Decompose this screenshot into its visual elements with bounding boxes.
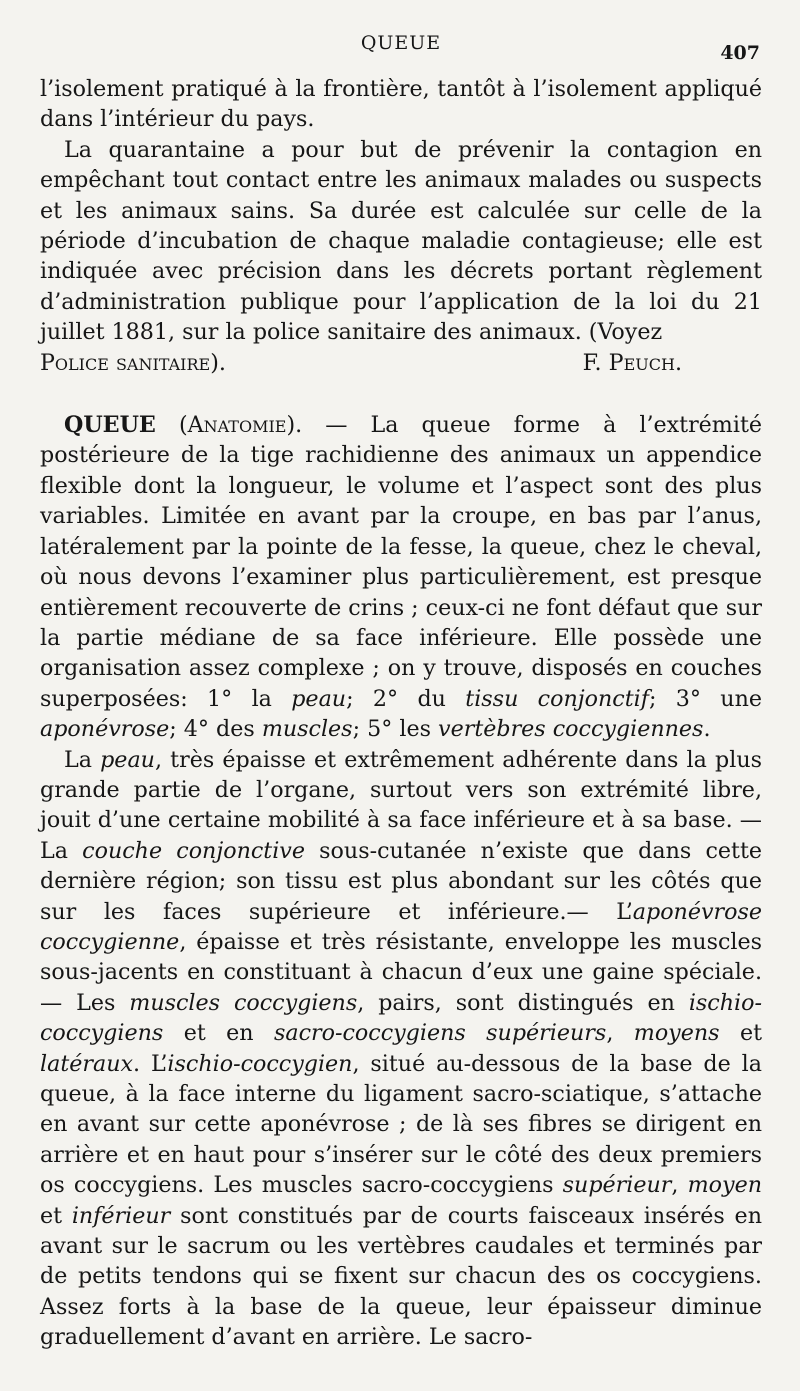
layer-term: aponévrose: [40, 716, 170, 743]
cross-reference-term: Police sanitaire: [40, 349, 211, 376]
layer-term: peau: [291, 685, 347, 712]
paragraph-continuation: l’isolement pratiqué à la frontière, tantôt à l’isolement appliqué dans l’intérieur du pays.: [40, 76, 762, 133]
italic-term: muscles coccygiens: [129, 989, 358, 1016]
italic-term: moyen: [687, 1172, 762, 1199]
text-segment: sous-cutanée n’existe que dans cette dernière région; son tissu est plus abondant sur les côtés que sur les faces supérieure et inférieure.— L’: [40, 837, 762, 925]
layer-number: 2° du: [372, 685, 466, 712]
layer-term: vertèbres coccygiennes: [438, 716, 704, 743]
article-separator: [40, 378, 762, 410]
italic-term: ischio-coccygien: [167, 1050, 353, 1077]
layer-number: 5° les: [367, 716, 439, 743]
layer-separator: ;: [352, 716, 368, 743]
cross-reference: [40, 348, 226, 378]
text-segment: . L’: [133, 1050, 168, 1077]
cross-reference-close: ).: [210, 349, 226, 376]
text-segment: et en: [163, 1020, 274, 1047]
text-segment: ,: [671, 1172, 688, 1199]
page-body: [40, 74, 762, 1353]
text-segment: sont constitués par de courts faisceaux insérés en avant sur le sacrum ou les vertèbres caudales et terminés par de petits tendons qui se fixent sur chacun des os coccygiens. Assez forts à la base de la queue, leur épaisseur diminue graduellement d’avant en arrière. Le sacro-: [40, 1202, 762, 1351]
text-segment: ,: [606, 1020, 634, 1047]
text-segment: et: [719, 1020, 762, 1047]
italic-term: couche conjonctive: [82, 837, 305, 864]
signature-line: [40, 348, 762, 378]
italic-term: moyens: [633, 1020, 720, 1047]
layer-number: 1° la: [207, 685, 292, 712]
article-title: QUEUE: [64, 412, 156, 439]
layer-separator: ;: [648, 685, 676, 712]
quarantine-text: La quarantaine a pour but de prévenir la contagion en empêchant tout contact entre les animaux malades ou suspects et les animaux sains. Sa durée est calculée sur celle de la période d’incubation de chaque maladie contagieuse; elle est indiquée avec précision dans les décrets portant règlement d’administration publique pour l’application de la loi du 21 juillet 1881, sur la police sanitaire des animaux. (Voyez: [40, 136, 762, 346]
text-segment: , très épaisse et extrêmement adhérente dans la plus grande partie de l’organe, surtout vers son extrémité libre, jouit d’une certaine mobilité à sa face inférieure et à sa base. — La: [40, 746, 762, 864]
article-subject: (Anatomie).: [178, 412, 303, 439]
layer-separator: ;: [346, 685, 373, 712]
intro-text: — La queue forme à l’extrémité postérieure de la tige rachidienne des animaux un appendice flexible dont la longueur, le volume et l’aspect sont des plus variables. Limitée en avant par la croupe, en bas par l’anus, latéralement par la pointe de la fesse, la queue, chez le cheval, où nous devons l’examiner plus particulièrement, est presque entièrement recouverte de crins ; ceux-ci ne font défaut que sur la partie médiane de sa face inférieure. Elle possède une organisation assez complexe ; on y trouve, disposés en couches superposées:: [40, 412, 763, 712]
layer-separator: .: [703, 716, 711, 743]
italic-term: supérieur: [562, 1172, 672, 1199]
italic-term: peau: [100, 746, 155, 773]
author-signature: F. Peuch.: [582, 349, 682, 376]
italic-term: sacro-coccygiens supérieurs: [273, 1020, 607, 1047]
layer-number: 4° des: [183, 716, 262, 743]
italic-term: aponévrose coccygienne: [40, 898, 762, 955]
paragraph-anatomy-detail: [40, 745, 762, 1353]
text-segment: La: [64, 746, 101, 773]
text-segment: , épaisse et très résistante, enveloppe les muscles sous-jacents en constituant à chacun d’eux une gaine spéciale.— Les: [40, 928, 762, 1016]
italic-term: latéraux: [40, 1050, 134, 1077]
layer-term: muscles: [261, 716, 353, 743]
page-header: [40, 30, 762, 74]
text-segment: et: [40, 1202, 72, 1229]
layer-number: 3° une: [675, 685, 763, 712]
paragraph-queue-intro: [40, 410, 762, 744]
running-title: QUEUE: [360, 32, 442, 54]
italic-term: inférieur: [71, 1202, 171, 1229]
paragraph-quarantine: [40, 135, 762, 348]
text-segment: , pairs, sont distingués en: [357, 989, 689, 1016]
layer-term: tissu conjonctif: [465, 685, 649, 712]
italic-term: ischio-coccygiens: [40, 989, 762, 1047]
layer-separator: ;: [169, 716, 184, 743]
text-segment: , situé au-dessous de la base de la queue, à la face interne du ligament sacro-sciatique, s’attache en avant sur cette aponévrose ; de là ses fibres se dirigent en arrière et en haut pour s’insérer sur le côté des deux premiers os coccygiens. Les muscles sacro-coccygiens: [40, 1050, 762, 1199]
page-number: 407: [720, 42, 760, 64]
